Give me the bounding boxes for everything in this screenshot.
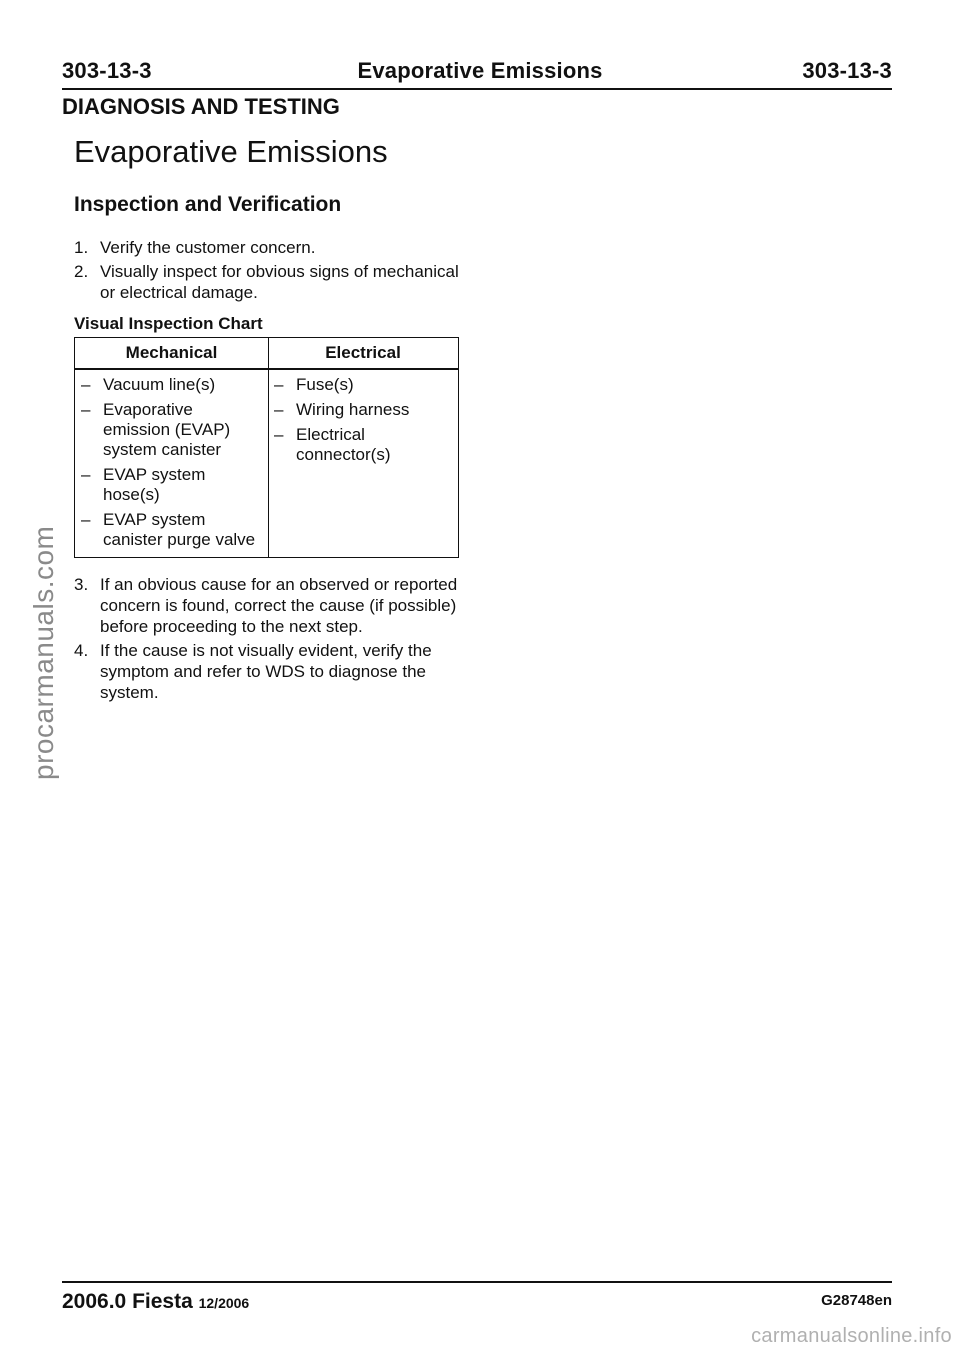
- header-section-code-left: 303-13-3: [62, 58, 152, 83]
- page-title: Evaporative Emissions: [74, 134, 388, 169]
- mechanical-item: [81, 510, 262, 550]
- electrical-item-text: Electrical connector(s): [296, 425, 391, 464]
- footer-model: [62, 1290, 249, 1314]
- step-number: 3.: [74, 575, 89, 594]
- mechanical-item-text: EVAP system hose(s): [103, 465, 206, 504]
- footer-model-name: 2006.0 Fiesta: [62, 1290, 193, 1313]
- step-number: 4.: [74, 641, 89, 660]
- mechanical-item-text: Vacuum line(s): [103, 375, 216, 394]
- dash: –: [274, 400, 284, 419]
- mechanical-item-text: EVAP system canister purge valve: [103, 510, 256, 549]
- electrical-item: [274, 375, 452, 395]
- electrical-item-text: Wiring harness: [296, 400, 410, 419]
- footer-date: 12/2006: [198, 1295, 250, 1311]
- header-title: Evaporative Emissions: [357, 58, 603, 83]
- electrical-item-text: Fuse(s): [296, 375, 354, 394]
- chart-title: Visual Inspection Chart: [74, 314, 263, 333]
- side-watermark: procarmanuals.com: [28, 525, 59, 780]
- mechanical-item-text: Evaporative emission (EVAP) system canister: [103, 400, 231, 459]
- subtitle: Inspection and Verification: [74, 193, 342, 216]
- step-item: [74, 261, 466, 303]
- step-text: If an obvious cause for an observed or reported concern is found, correct the cause (if possible) before proceeding to the next step.: [100, 575, 458, 636]
- visual-inspection-table: [74, 337, 459, 558]
- step-text: Verify the customer concern.: [100, 238, 316, 257]
- step-number: 1.: [74, 238, 89, 257]
- footer-doc-id: G28748en: [821, 1292, 892, 1309]
- mechanical-item: [81, 400, 262, 460]
- dash: –: [81, 465, 91, 484]
- mechanical-column: [75, 338, 269, 557]
- dash: –: [274, 375, 284, 394]
- step-text: If the cause is not visually evident, verify the symptom and refer to WDS to diagnose the system.: [100, 641, 432, 702]
- mechanical-item: [81, 375, 262, 395]
- dash: –: [81, 510, 91, 529]
- mechanical-header: Mechanical: [75, 338, 268, 370]
- bottom-watermark: carmanualsonline.info: [751, 1325, 952, 1347]
- mechanical-item: [81, 465, 262, 505]
- electrical-column: [268, 338, 458, 557]
- header-section-code-right: 303-13-3: [802, 58, 892, 83]
- electrical-item: [274, 425, 452, 465]
- step-item: [74, 640, 454, 703]
- dash: –: [274, 425, 284, 444]
- step-text: Visually inspect for obvious signs of mechanical or electrical damage.: [100, 262, 459, 302]
- dash: –: [81, 375, 91, 394]
- step-number: 2.: [74, 262, 89, 281]
- electrical-header: Electrical: [268, 338, 458, 370]
- section-heading: DIAGNOSIS AND TESTING: [62, 94, 340, 119]
- dash: –: [81, 400, 91, 419]
- footer-rule: [62, 1281, 892, 1283]
- step-item: [74, 574, 466, 637]
- header-rule: [62, 88, 892, 90]
- step-item: [74, 237, 474, 258]
- electrical-item: [274, 400, 452, 420]
